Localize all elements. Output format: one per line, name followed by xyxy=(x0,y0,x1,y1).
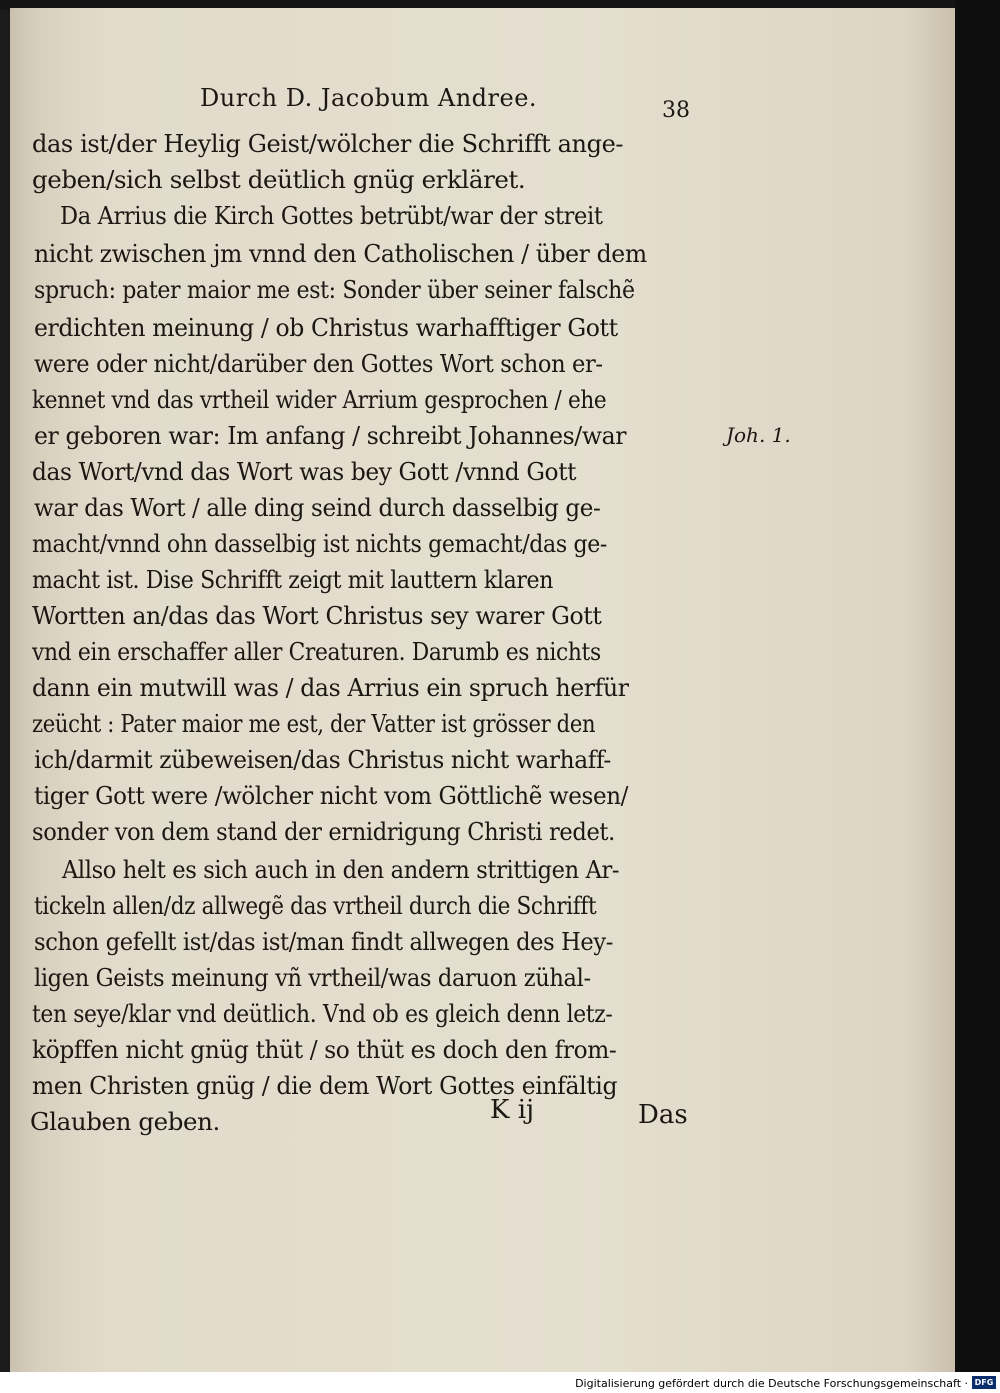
text-line: tickeln allen/dz allwegẽ das vrtheil durch die Schrifft xyxy=(34,891,597,920)
text-line: Allso helt es sich auch in den andern strittigen Ar- xyxy=(62,855,620,884)
text-line: nicht zwischen jm vnnd den Catholischen / über dem xyxy=(34,239,647,268)
text-line: tiger Gott were /wölcher nicht vom Göttlichẽ wesen/ xyxy=(34,781,629,810)
text-line: dann ein mutwill was / das Arrius ein spruch herfür xyxy=(32,673,629,702)
marginal-note: Joh. 1. xyxy=(726,423,791,447)
page-edge-shadow xyxy=(955,0,1000,1372)
text-line: kennet vnd das vrtheil wider Arrium gesprochen / ehe xyxy=(32,385,607,414)
text-line: Glauben geben. xyxy=(30,1107,220,1136)
text-line: macht/vnnd ohn dasselbig ist nichts gemacht/das ge- xyxy=(32,529,607,558)
folio-number: 38 xyxy=(662,98,690,123)
text-line: vnd ein erschaffer aller Creaturen. Darumb es nichts xyxy=(32,637,601,666)
text-line: erdichten meinung / ob Christus warhafftiger Gott xyxy=(34,313,618,342)
footer-credit: Digitalisierung gefördert durch die Deutsche Forschungsgemeinschaft · xyxy=(575,1377,968,1390)
text-line: ten seye/klar vnd deütlich. Vnd ob es gleich denn letz- xyxy=(32,999,613,1028)
text-line: war das Wort / alle ding seind durch dasselbig ge- xyxy=(34,493,601,522)
dfg-logo-icon: DFG xyxy=(972,1376,996,1389)
text-line: Wortten an/das das Wort Christus sey warer Gott xyxy=(32,601,602,630)
text-line: men Christen gnüg / die dem Wort Gottes einfältig xyxy=(32,1071,618,1100)
text-line: sonder von dem stand der ernidrigung Christi redet. xyxy=(32,817,615,846)
text-line: das ist/der Heylig Geist/wölcher die Schrifft ange- xyxy=(32,129,624,158)
text-line: köpffen nicht gnüg thüt / so thüt es doch den from- xyxy=(32,1035,617,1064)
signature-mark: K ij xyxy=(490,1095,535,1125)
text-line: spruch: pater maior me est: Sonder über seiner falschẽ xyxy=(34,275,635,304)
catchword: Das xyxy=(638,1100,688,1130)
text-line: geben/sich selbst deütlich gnüg erkläret. xyxy=(32,165,526,194)
text-line: schon gefellt ist/das ist/man findt allwegen des Hey- xyxy=(34,927,613,956)
text-line: Da Arrius die Kirch Gottes betrübt/war der streit xyxy=(60,201,603,230)
text-line: das Wort/vnd das Wort was bey Gott /vnnd Gott xyxy=(32,457,577,486)
text-line: zeücht : Pater maior me est, der Vatter ist grösser den xyxy=(32,709,596,738)
text-line: er geboren war: Im anfang / schreibt Johannes/war xyxy=(34,421,627,450)
running-head: Durch D. Jacobum Andree. xyxy=(200,84,538,112)
text-line: ich/darmit zübeweisen/das Christus nicht warhaff- xyxy=(34,745,611,774)
text-line: macht ist. Dise Schrifft zeigt mit lauttern klaren xyxy=(32,565,554,594)
text-line: were oder nicht/darüber den Gottes Wort schon er- xyxy=(34,349,603,378)
text-line: ligen Geists meinung vñ vrtheil/was daruon zühal- xyxy=(34,963,591,992)
